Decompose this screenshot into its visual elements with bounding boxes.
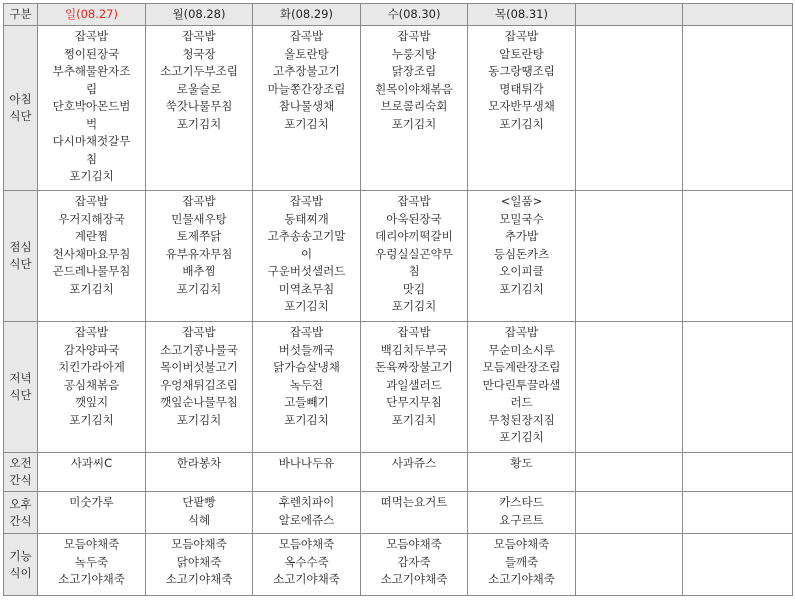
- menu-item: 떠먹는요거트: [380, 495, 448, 509]
- menu-item: 소고기야채죽: [58, 572, 125, 586]
- menu-item: 고들빼기: [284, 395, 329, 409]
- header-day-empty-2: [683, 4, 793, 26]
- header-day-empty-1: [576, 4, 683, 26]
- menu-item: 포기김치: [284, 116, 329, 131]
- header-label: 구분: [4, 4, 38, 26]
- meal-row-special-diet: [4, 534, 793, 596]
- menu-item: 포기김치: [69, 169, 114, 183]
- menu-item: 천사채마요무침: [52, 246, 131, 261]
- menu-item: 식혜: [187, 512, 211, 527]
- menu-item: 미역초무침: [278, 281, 335, 296]
- menu-cell: [253, 191, 361, 322]
- menu-cell: [253, 492, 361, 534]
- menu-item: 잡곡밥: [74, 29, 109, 43]
- menu-item: 목이버섯불고기: [160, 360, 238, 374]
- meal-row-label: [4, 26, 38, 191]
- menu-cell: [683, 26, 793, 191]
- menu-cell: [683, 492, 793, 534]
- menu-item: 잡곡밥: [504, 325, 539, 339]
- menu-item: 참나물생채: [278, 99, 335, 113]
- menu-item: 무청된장지짐: [488, 412, 555, 427]
- menu-cell: [38, 453, 146, 492]
- menu-cell: [253, 453, 361, 492]
- menu-item: 모듬야채죽: [386, 537, 442, 551]
- menu-item: 구운버섯샐러드: [267, 264, 346, 278]
- menu-item: 고추송송고기말: [267, 229, 346, 243]
- menu-item: 녹두죽: [74, 554, 109, 569]
- menu-item: <일품>: [500, 194, 543, 208]
- meal-row-label: [4, 322, 38, 453]
- menu-cell: [576, 492, 683, 534]
- menu-item: 오이피클: [499, 264, 544, 278]
- menu-item: 침: [85, 151, 98, 166]
- menu-item: 알로에쥬스: [278, 512, 335, 527]
- menu-item: 무순미소시루: [488, 342, 555, 357]
- menu-item: 포기김치: [284, 412, 329, 427]
- menu-item: 우거지해장국: [58, 211, 125, 226]
- menu-item: 잡곡밥: [289, 194, 324, 208]
- menu-item: 계란찜: [74, 229, 109, 243]
- header-row: [4, 4, 793, 26]
- menu-item: 아욱된장국: [386, 211, 442, 226]
- menu-cell: [38, 492, 146, 534]
- menu-cell: [683, 534, 793, 596]
- menu-item: 모자반무생채: [488, 99, 555, 113]
- menu-item: 치킨가라아게: [58, 360, 125, 374]
- menu-item: 다시마채젓갈무: [52, 134, 131, 148]
- menu-item: 닭가슴살냉채: [273, 360, 340, 374]
- meal-row-label-line: 식단: [9, 388, 32, 402]
- menu-cell: [146, 492, 253, 534]
- meal-row-label-line: 아침: [9, 92, 32, 106]
- menu-item: 바나나두유: [278, 456, 335, 470]
- menu-cell: [361, 26, 468, 191]
- menu-item: 올토란탕: [284, 46, 329, 61]
- menu-item: 소고기두부조림: [160, 64, 238, 78]
- menu-item: 모밀국수: [499, 211, 544, 226]
- menu-item: 공심채볶음: [63, 377, 120, 392]
- meal-row-label-line: 오전: [9, 456, 32, 470]
- menu-item: 브로콜리숙회: [380, 99, 448, 113]
- menu-cell: [146, 453, 253, 492]
- menu-item: 흰목이야채볶음: [375, 81, 453, 96]
- menu-item: 과일샐러드: [386, 377, 442, 392]
- menu-item: 단무지무침: [386, 395, 442, 409]
- meal-row-label-line: 간식: [9, 473, 32, 487]
- menu-item: 감자죽: [397, 554, 431, 569]
- menu-item: 포기김치: [499, 430, 544, 444]
- menu-item: 후렌치파이: [278, 495, 335, 509]
- meal-row-afternoon-snack: [4, 492, 793, 534]
- menu-item: 청국장: [182, 46, 216, 61]
- menu-cell: [468, 534, 576, 596]
- menu-cell: [468, 191, 576, 322]
- menu-item: 포기김치: [176, 116, 222, 131]
- menu-item: 잡곡밥: [74, 325, 109, 339]
- menu-item: 러드: [510, 395, 533, 409]
- menu-item: 잡곡밥: [397, 325, 431, 339]
- menu-cell: [468, 453, 576, 492]
- header-day-wed: 수(08.30): [361, 4, 468, 26]
- menu-item: 깻잎지: [74, 395, 109, 409]
- menu-item: 잡곡밥: [504, 29, 539, 43]
- menu-item: 모듬야채죽: [278, 537, 335, 551]
- menu-item: 잡곡밥: [289, 29, 324, 43]
- menu-item: 이: [300, 246, 313, 261]
- menu-item: 포기김치: [391, 116, 437, 131]
- menu-cell: [146, 534, 253, 596]
- menu-item: 만다린투끌라샐: [482, 377, 561, 392]
- menu-item: 잡곡밥: [182, 29, 216, 43]
- menu-item: 사과씨C: [70, 456, 113, 470]
- meal-row-label-line: 식이: [9, 565, 32, 580]
- meal-row-label-line: 식단: [9, 109, 32, 123]
- menu-item: 토제쭈닭: [176, 229, 222, 243]
- menu-item: 동태찌개: [284, 211, 329, 226]
- menu-item: 고추장불고기: [273, 64, 340, 78]
- header-day-tue: 화(08.29): [253, 4, 361, 26]
- menu-item: 부추해물완자조: [52, 64, 131, 78]
- menu-item: 황도: [510, 456, 533, 470]
- menu-item: 등심돈카츠: [493, 246, 550, 261]
- menu-item: 모듬야채죽: [171, 537, 227, 551]
- menu-item: 백김치두부국: [380, 342, 448, 357]
- menu-cell: [38, 534, 146, 596]
- menu-item: 깻잎순나물무침: [160, 395, 238, 409]
- menu-item: 미숫가루: [69, 495, 114, 509]
- menu-item: 유부유자무침: [165, 246, 233, 261]
- menu-item: 알토란탕: [499, 46, 544, 61]
- menu-cell: [361, 492, 468, 534]
- menu-item: 닭야채죽: [176, 554, 222, 569]
- meal-row-dinner: [4, 322, 793, 453]
- menu-cell: [361, 453, 468, 492]
- menu-item: 림: [85, 81, 98, 96]
- menu-item: 곤드레나물무침: [52, 264, 131, 278]
- menu-item: 돈육짜장불고기: [375, 360, 453, 374]
- menu-item: 벅: [85, 116, 98, 131]
- meal-row-breakfast: [4, 26, 793, 191]
- menu-item: 소고기야채죽: [273, 572, 340, 586]
- menu-item: 잡곡밥: [397, 29, 431, 43]
- menu-item: 잡곡밥: [182, 325, 216, 339]
- meal-row-label-line: 저녁: [9, 371, 32, 385]
- menu-item: 카스타드: [499, 495, 544, 509]
- menu-item: 모듬야채죽: [63, 537, 120, 551]
- menu-item: 민물새우탕: [171, 211, 227, 226]
- menu-item: 포기김치: [391, 299, 437, 313]
- menu-cell: [468, 26, 576, 191]
- menu-item: 포기김치: [69, 281, 114, 296]
- menu-item: 로울슬로: [176, 81, 222, 96]
- menu-item: 녹두전: [289, 377, 324, 392]
- menu-item: 소고기야채죽: [488, 572, 555, 586]
- menu-item: 포기김치: [499, 116, 544, 131]
- menu-cell: [683, 322, 793, 453]
- menu-item: 포기김치: [176, 412, 222, 427]
- menu-item: 포기김치: [391, 412, 437, 427]
- menu-item: 모듬계란장조림: [482, 360, 561, 374]
- menu-item: 버섯들깨국: [278, 342, 335, 357]
- menu-cell: [38, 26, 146, 191]
- meal-row-label: [4, 453, 38, 492]
- menu-cell: [253, 322, 361, 453]
- menu-item: 잡곡밥: [182, 194, 216, 208]
- meal-row-label-line: 기능: [9, 548, 32, 563]
- menu-item: 침: [408, 264, 420, 278]
- meal-row-morning-snack: [4, 453, 793, 492]
- menu-cell: [38, 322, 146, 453]
- menu-cell: [468, 322, 576, 453]
- menu-item: 소고기콩나물국: [160, 342, 238, 357]
- meal-row-label: [4, 191, 38, 322]
- menu-cell: [576, 453, 683, 492]
- menu-cell: [38, 191, 146, 322]
- header-day-thu: 목(08.31): [468, 4, 576, 26]
- meal-row-label-line: 점심: [9, 240, 32, 254]
- menu-cell: [468, 492, 576, 534]
- menu-cell: [146, 322, 253, 453]
- menu-item: 누룽지탕: [391, 46, 437, 61]
- menu-item: 닭장조림: [391, 64, 437, 78]
- menu-item: 맛김: [402, 281, 426, 296]
- menu-cell: [683, 191, 793, 322]
- menu-item: 잡곡밥: [74, 194, 109, 208]
- menu-item: 포기김치: [499, 281, 544, 296]
- menu-cell: [576, 191, 683, 322]
- menu-item: 마늘쫑간장조림: [267, 81, 346, 96]
- menu-item: 모듬야채죽: [493, 537, 550, 551]
- menu-item: 한라봉차: [176, 456, 222, 470]
- menu-item: 소고기야채죽: [165, 572, 233, 586]
- menu-item: 포기김치: [69, 412, 114, 427]
- menu-item: 우렁실실곤약무: [375, 246, 453, 261]
- menu-cell: [683, 453, 793, 492]
- menu-item: 잡곡밥: [397, 194, 431, 208]
- meal-row-label: [4, 534, 38, 596]
- menu-item: 사과쥬스: [391, 456, 437, 470]
- menu-item: 동그랑땡조림: [488, 64, 555, 78]
- menu-item: 포기김치: [176, 281, 222, 296]
- menu-cell: [361, 534, 468, 596]
- menu-item: 명태튀각: [499, 81, 544, 96]
- menu-item: 추가밥: [504, 229, 539, 243]
- menu-item: 잡곡밥: [289, 325, 324, 339]
- menu-item: 데리야끼떡갈비: [375, 229, 453, 243]
- menu-item: 옥수수죽: [284, 554, 329, 569]
- menu-item: 단팥빵: [182, 495, 216, 509]
- meal-row-label-line: 간식: [9, 513, 32, 528]
- menu-item: 소고기야채죽: [380, 572, 448, 586]
- menu-item: 쩡이된장국: [63, 46, 120, 61]
- menu-cell: [253, 534, 361, 596]
- header-day-sun: 일(08.27): [38, 4, 146, 26]
- menu-item: 배추찜: [182, 264, 216, 278]
- menu-cell: [361, 191, 468, 322]
- menu-cell: [253, 26, 361, 191]
- meal-row-label: [4, 492, 38, 534]
- meal-row-label-line: 식단: [9, 257, 32, 271]
- menu-item: 들깨죽: [504, 554, 539, 569]
- menu-cell: [576, 534, 683, 596]
- menu-item: 쑥갓나물무침: [165, 99, 233, 113]
- menu-item: 우엉채튀김조림: [160, 377, 238, 392]
- menu-item: 단호박아몬드범: [52, 99, 131, 113]
- header-day-mon: 월(08.28): [146, 4, 253, 26]
- weekly-meal-table: [3, 3, 793, 596]
- menu-cell: [576, 26, 683, 191]
- menu-cell: [361, 322, 468, 453]
- menu-item: 감자양파국: [63, 342, 120, 357]
- menu-cell: [576, 322, 683, 453]
- meal-row-label-line: 오후: [9, 496, 32, 511]
- menu-cell: [146, 26, 253, 191]
- menu-cell: [146, 191, 253, 322]
- menu-item: 요구르트: [499, 512, 544, 527]
- meal-row-lunch: [4, 191, 793, 322]
- menu-item: 포기김치: [284, 299, 329, 313]
